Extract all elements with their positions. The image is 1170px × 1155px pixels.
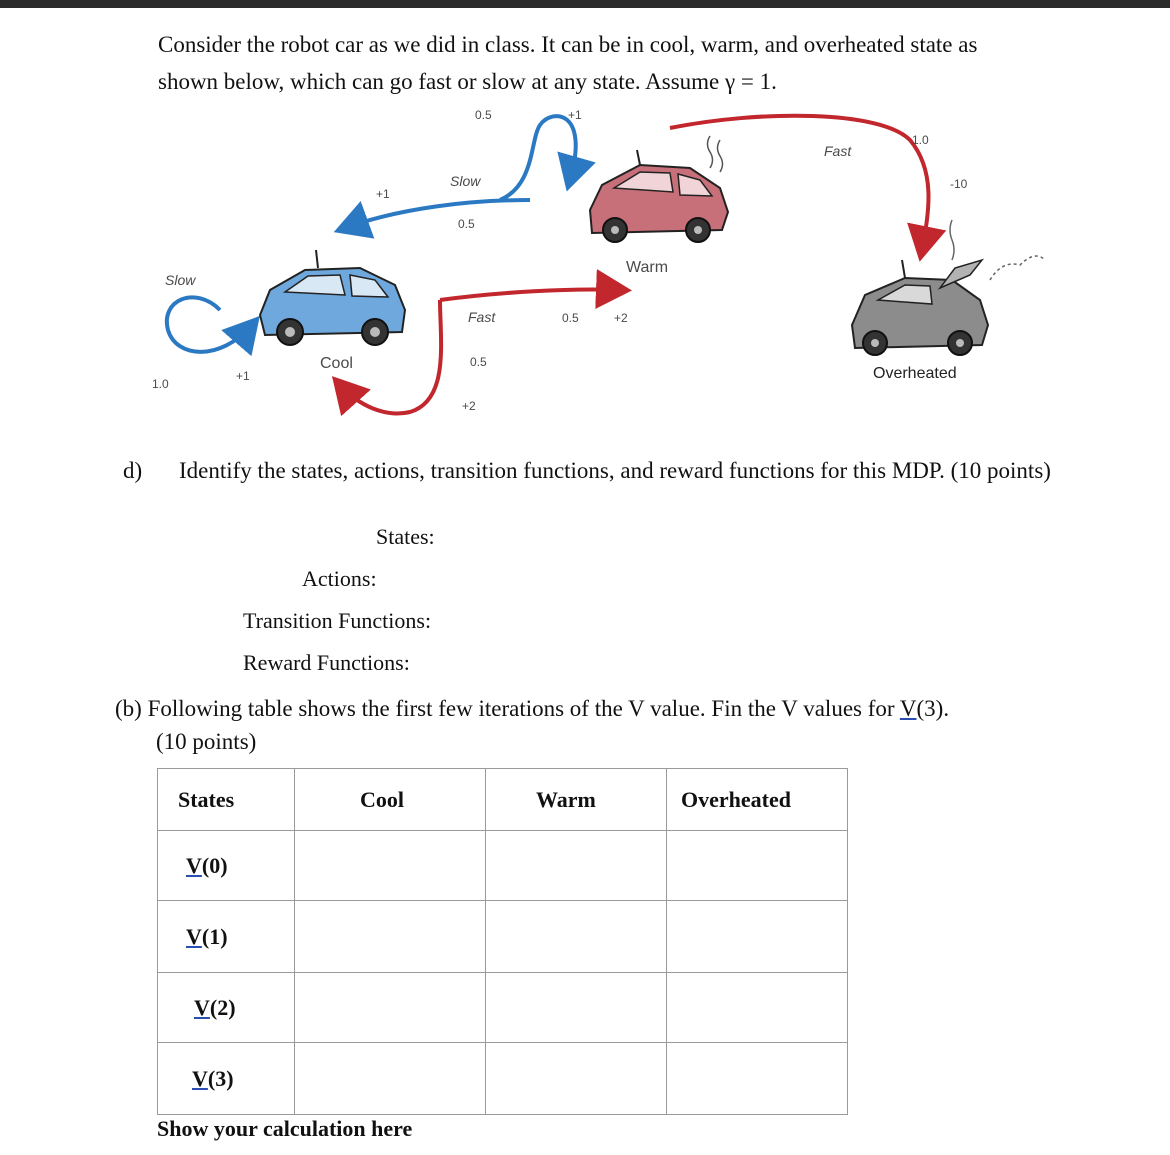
actions-field-label: Actions:: [302, 566, 377, 591]
overheated-car-icon: [852, 220, 1045, 355]
question-d-letter: d): [123, 458, 143, 483]
cell-warm-v0[interactable]: [486, 831, 667, 901]
cool-car-icon: [260, 250, 405, 345]
intro-line-1: Consider the robot car as we did in class. It can be in cool, warm, and overheated state as: [158, 32, 978, 57]
header-cool: Cool: [295, 769, 486, 831]
top-bar: [0, 0, 1170, 8]
cell-warm-v3[interactable]: [486, 1043, 667, 1115]
question-d-text: Identify the states, actions, transition functions, and reward functions for this MDP. (10 points): [179, 458, 1051, 483]
cool-slow-prob-label: 1.0: [152, 377, 169, 391]
cell-cool-v2[interactable]: [295, 973, 486, 1043]
warm-fast-prob-label: 1.0: [912, 133, 929, 147]
state-label-warm: Warm: [626, 259, 669, 276]
cool-slow-reward-label: +1: [236, 369, 250, 383]
cell-cool-v1[interactable]: [295, 901, 486, 973]
cool-fast-to-warm-arrow: [440, 289, 620, 300]
cell-overheated-v3[interactable]: [667, 1043, 848, 1115]
question-b-line-1: (b) Following table shows the first few iterations of the V value. Fin the V values for V(3).: [115, 696, 950, 721]
cell-overheated-v2[interactable]: [667, 973, 848, 1043]
cell-overheated-v1[interactable]: [667, 901, 848, 973]
states-field-label: States:: [376, 524, 435, 549]
row-label-v0: V(0): [158, 831, 295, 901]
warm-fast-action-label: Fast: [824, 143, 852, 159]
warm-loop-reward-label: +1: [568, 108, 582, 122]
cool-fast-warm-prob-label: 0.5: [562, 311, 579, 325]
cell-warm-v1[interactable]: [486, 901, 667, 973]
intro-paragraph: [158, 26, 1118, 100]
transition-functions-field-label: Transition Functions:: [243, 608, 432, 633]
table-row: [158, 901, 848, 973]
warm-loop-prob-label: 0.5: [475, 108, 492, 122]
cell-cool-v0[interactable]: [295, 831, 486, 901]
warm-fast-reward-label: -10: [950, 177, 968, 191]
reward-functions-field-label: Reward Functions:: [243, 650, 410, 675]
cool-slow-action-label: Slow: [165, 272, 196, 288]
cool-slow-loop-arrow: [167, 297, 252, 351]
state-label-overheated: Overheated: [873, 365, 957, 382]
cool-fast-back-prob-label: 0.5: [470, 355, 487, 369]
table-row: [158, 831, 848, 901]
cell-overheated-v0[interactable]: [667, 831, 848, 901]
row-label-v3: V(3): [158, 1043, 295, 1115]
warm-slow-action-label: Slow: [450, 173, 481, 189]
header-warm: Warm: [486, 769, 667, 831]
calculation-prompt: Show your calculation here: [157, 1116, 413, 1141]
state-label-cool: Cool: [320, 355, 353, 372]
question-b-line-2: (10 points): [156, 729, 257, 754]
warm-car-icon: [590, 136, 728, 242]
header-overheated: Overheated: [667, 769, 848, 831]
cell-warm-v2[interactable]: [486, 973, 667, 1043]
cool-fast-back-reward-label: +2: [462, 399, 476, 413]
table-row: [158, 973, 848, 1043]
question-b-v-symbol: V: [899, 696, 917, 721]
table-header-row: [158, 769, 848, 831]
row-label-v2: V(2): [158, 973, 295, 1043]
header-states: States: [158, 769, 295, 831]
v-value-table: [157, 768, 848, 1115]
row-label-v1: V(1): [158, 901, 295, 973]
warm-slow-cool-prob-label: 0.5: [458, 217, 475, 231]
cell-cool-v3[interactable]: [295, 1043, 486, 1115]
cool-fast-action-label: Fast: [468, 309, 496, 325]
warm-slow-loop-arrow: [500, 116, 576, 200]
intro-line-2: shown below, which can go fast or slow at any state. Assume γ = 1.: [158, 69, 777, 94]
cool-fast-warm-reward-label: +2: [614, 311, 628, 325]
mdp-diagram: [140, 100, 1060, 430]
warm-slow-reward-label: +1: [376, 187, 390, 201]
question-b: [115, 692, 1095, 758]
table-row: [158, 1043, 848, 1115]
warm-slow-to-cool-arrow: [345, 200, 530, 228]
